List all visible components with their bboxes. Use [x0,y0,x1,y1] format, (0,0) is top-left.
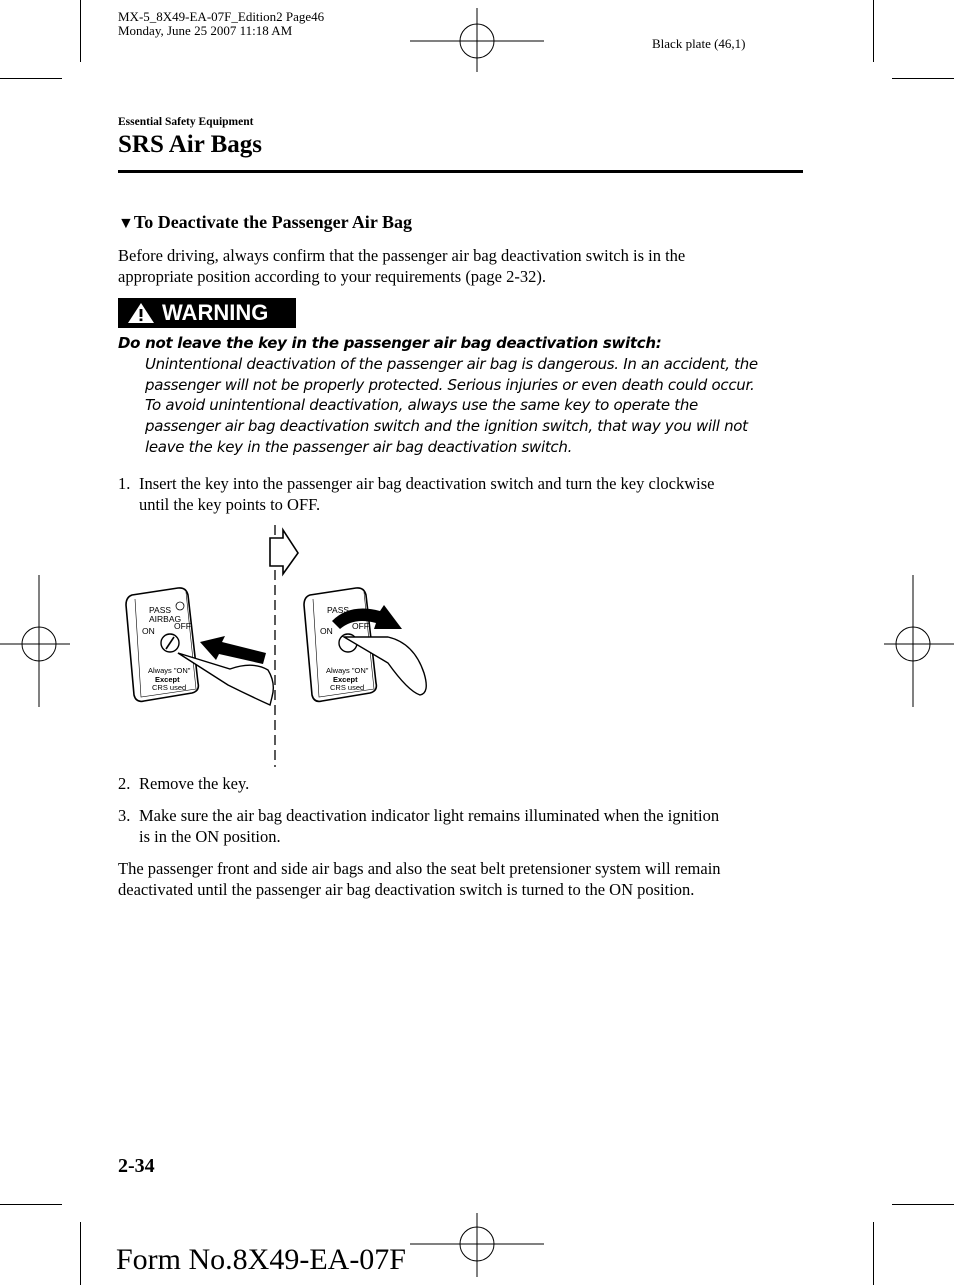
switch-label-off: OFF [174,621,191,631]
date-line: Monday, June 25 2007 11:18 AM [118,23,293,38]
form-number: Form No.8X49-EA-07F [116,1243,406,1276]
step-line: Make sure the air bag deactivation indicator light remains illuminated when the ignition [139,806,720,825]
exclamation-triangle-icon [126,301,156,325]
crop-mark [892,78,954,79]
triangle-marker-icon: ▼ [118,215,134,232]
key-insertion-illustration [118,525,438,767]
switch-label-airbag: AIRBAG [149,614,182,624]
subheading-text: To Deactivate the Passenger Air Bag [133,212,412,232]
warning-line: Unintentional deactivation of the passenger air bag is dangerous. In an accident, the [145,354,758,373]
intro-paragraph [118,245,818,287]
switch-panel-left [126,588,273,705]
switch-label-off: OFF [352,621,369,631]
step-number: 2. [118,774,131,793]
switch-label-except: Except [333,675,358,684]
switch-label-always-on: Always "ON" [326,666,369,675]
crop-mark [80,1222,81,1285]
switch-panel-right [304,588,426,702]
switch-label-crs-used: CRS used [330,683,365,692]
step-line: until the key points to OFF. [139,495,321,514]
warning-label [118,298,296,328]
insert-arrow-icon [200,636,266,664]
step-number: 3. [118,806,131,825]
switch-label-on: ON [142,626,155,636]
step-3 [118,805,818,847]
crop-mark [873,0,874,62]
subheading [118,212,412,233]
crop-mark [0,78,62,79]
crop-mark [80,0,81,62]
page-number: 2-34 [118,1155,155,1177]
switch-label-crs-used: CRS used [152,683,187,692]
step-line: Insert the key into the passenger air bag deactivation switch and turn the key clockwise [139,474,715,493]
page-title: SRS Air Bags [118,131,263,158]
closing-line: deactivated until the passenger air bag deactivation switch is turned to the ON position. [118,880,695,899]
switch-label-pass: PASS [327,605,350,615]
step-line: is in the ON position. [139,827,281,846]
crop-mark [892,1204,954,1205]
warning-line: passenger air bag deactivation switch and the ignition switch, that way you will not [145,417,748,436]
closing-line: The passenger front and side air bags and also the seat belt pretensioner system will remain [118,859,721,878]
closing-paragraph [118,858,818,900]
warning-line: leave the key in the passenger air bag deactivation switch. [145,437,573,456]
warning-heading: Do not leave the key in the passenger air bag deactivation switch: [118,334,662,352]
switch-label-always-on: Always "ON" [148,666,191,675]
step-2 [118,773,818,794]
warning-text [118,333,818,458]
switch-label-on: ON [320,626,333,636]
crop-mark [0,1204,62,1205]
next-arrow-icon [270,530,298,574]
registration-mark-top [410,8,544,72]
title-rule [118,170,803,173]
file-info-line: MX-5_8X49-EA-07F_Edition2 Page46 [118,9,325,24]
section-label: Essential Safety Equipment [118,116,254,128]
switch-label-pass: PASS [149,605,172,615]
step-number: 1. [118,474,131,493]
warning-line: To avoid unintentional deactivation, always use the same key to operate the [145,396,698,415]
registration-mark-right [884,575,954,707]
registration-mark-left [0,575,70,707]
step-line: Remove the key. [139,774,250,793]
crop-mark [873,1222,874,1285]
warning-label-text: WARNING [162,300,269,325]
step-1 [118,473,818,515]
intro-line: appropriate position according to your requirements (page 2-32). [118,267,546,286]
warning-line: passenger will not be properly protected. Serious injuries or even death could occur. [145,375,755,394]
plate-info: Black plate (46,1) [652,36,746,51]
registration-mark-bottom [410,1213,544,1277]
switch-label-except: Except [155,675,180,684]
intro-line: Before driving, always confirm that the passenger air bag deactivation switch is in the [118,246,686,265]
